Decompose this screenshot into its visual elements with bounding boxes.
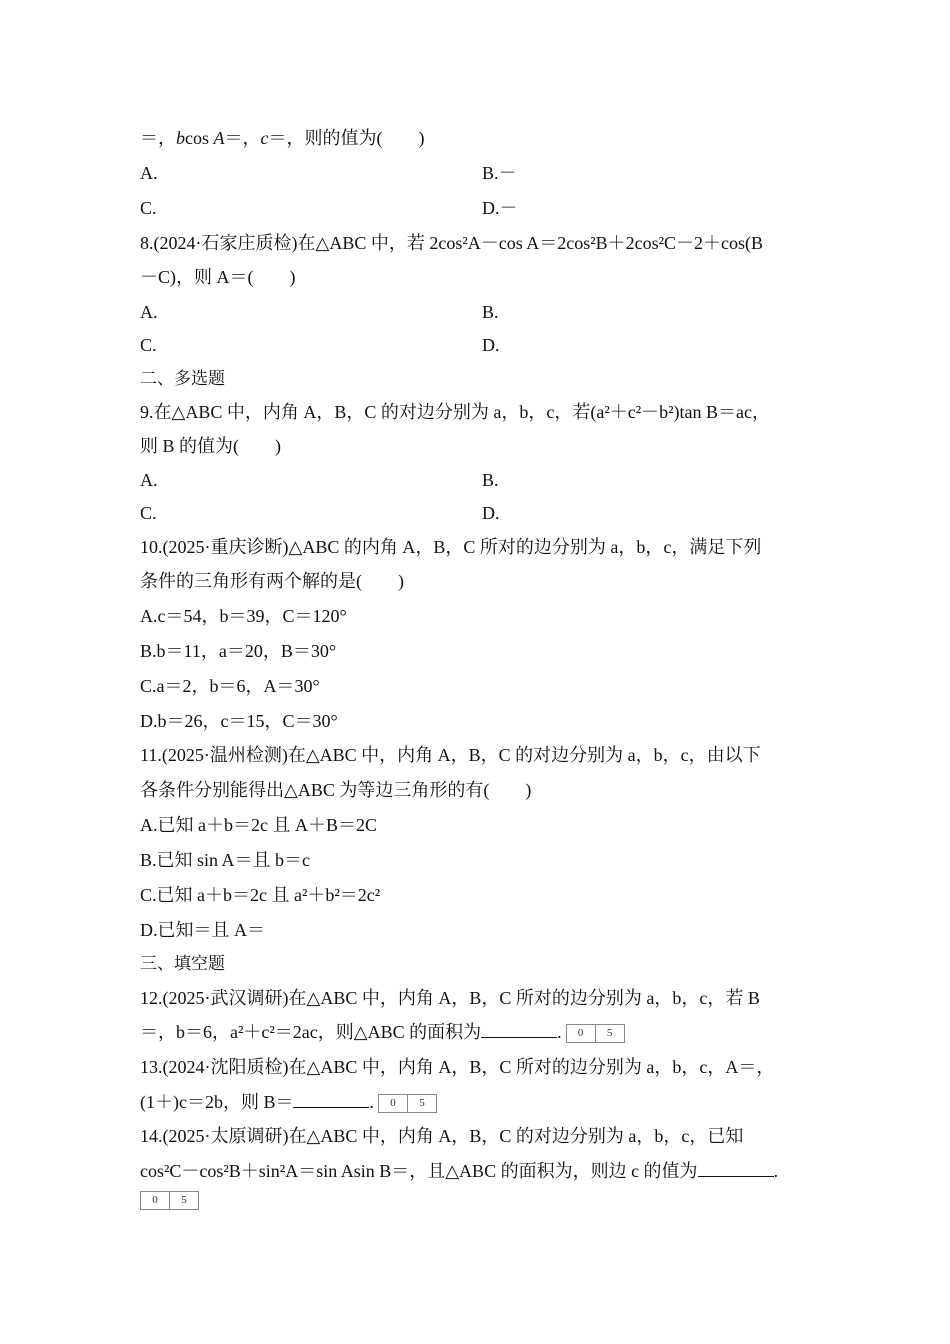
q12-answer-blank[interactable] <box>481 1019 557 1038</box>
q10-option-c: C.a＝2，b＝6，A＝30° <box>140 676 320 696</box>
q8-stem-line1: 8.(2024·石家庄质检)在△ABC 中，若 2cos²A－cos A＝2cos²B＋2cos²C－2＋cos(B <box>140 233 764 253</box>
q9-stem-line2: 则 B 的值为( ) <box>140 436 281 456</box>
q10-stem-line1: 10.(2025·重庆诊断)△ABC 的内角 A，B，C 所对的边分别为 a，b，c，满足下列 <box>140 537 762 557</box>
q11-stem-line2: 各条件分别能得出△ABC 为等边三角形的有( ) <box>140 780 532 800</box>
q13-stem-text: (1＋)c＝2b，则 B＝ <box>140 1092 294 1112</box>
q8-option-b: B. <box>482 302 499 322</box>
q10-option-a: A.c＝54，b＝39，C＝120° <box>140 606 347 626</box>
q12-score-box <box>566 1024 625 1043</box>
score-cell-5: 5 <box>407 1095 436 1112</box>
q14-period: . <box>773 1161 779 1181</box>
q8-option-a: A. <box>140 302 158 322</box>
q12-period: . <box>557 1022 562 1042</box>
score-cell-0: 0 <box>390 1097 396 1110</box>
q7-option-a: A. <box>140 163 158 183</box>
q9-option-c: C. <box>140 503 157 523</box>
section-heading-fill-in: 三、填空题 <box>140 954 225 974</box>
q9-option-d: D. <box>482 503 500 523</box>
q8-option-d: D. <box>482 335 500 355</box>
q11-option-c: C.已知 a＋b＝2c 且 a²＋b²＝2c² <box>140 885 381 905</box>
q8-stem-line2: －C)，则 A＝( ) <box>140 267 296 287</box>
q13-stem-line2 <box>140 1089 437 1114</box>
q7-option-b: B.－ <box>482 163 517 183</box>
section-heading-multiple-choice: 二、多选题 <box>140 369 225 389</box>
q7-stem-tail: ＝，bcos A＝，c＝，则的值为( ) <box>140 128 425 148</box>
q7-option-d: D.－ <box>482 198 518 218</box>
q11-option-a: A.已知 a＋b＝2c 且 A＋B＝2C <box>140 815 377 835</box>
q13-answer-blank[interactable] <box>293 1089 369 1108</box>
q14-stem-line1: 14.(2025·太原调研)在△ABC 中，内角 A，B，C 的对边分别为 a，b，c，已知 <box>140 1126 744 1146</box>
q8-option-c: C. <box>140 335 157 355</box>
q13-period: . <box>369 1092 374 1112</box>
q12-stem-line1: 12.(2025·武汉调研)在△ABC 中，内角 A，B，C 所对的边分别为 a，b，c，若 B <box>140 988 760 1008</box>
q9-option-a: A. <box>140 470 158 490</box>
q10-stem-line2: 条件的三角形有两个解的是( ) <box>140 571 404 591</box>
q11-option-b: B.已知 sin A＝且 b＝c <box>140 850 311 870</box>
q14-stem-line2 <box>140 1158 778 1183</box>
score-cell-0: 0 <box>152 1194 158 1206</box>
q13-score-box <box>378 1094 437 1113</box>
q11-option-d: D.已知＝且 A＝ <box>140 920 265 940</box>
q10-option-b: B.b＝11，a＝20，B＝30° <box>140 641 337 661</box>
q14-score-box <box>140 1191 199 1210</box>
q14-answer-blank[interactable] <box>698 1158 774 1177</box>
score-cell-5: 5 <box>595 1025 624 1042</box>
q11-stem-line1: 11.(2025·温州检测)在△ABC 中，内角 A，B，C 的对边分别为 a，b，c，由以下 <box>140 745 761 765</box>
q12-stem-text: ＝，b＝6，a²＋c²＝2ac，则△ABC 的面积为 <box>140 1022 482 1042</box>
q7-option-c: C. <box>140 198 157 218</box>
q9-option-b: B. <box>482 470 499 490</box>
q12-stem-line2 <box>140 1019 625 1044</box>
q9-stem-line1: 9.在△ABC 中，内角 A，B，C 的对边分别为 a，b，c，若(a²＋c²－b²)tan B＝ac， <box>140 402 770 422</box>
score-cell-5: 5 <box>169 1192 198 1209</box>
score-cell-0: 0 <box>577 1027 584 1040</box>
q13-stem-line1: 13.(2024·沈阳质检)在△ABC 中，内角 A，B，C 所对的边分别为 a，b，c，A＝， <box>140 1057 775 1077</box>
q10-option-d: D.b＝26，c＝15，C＝30° <box>140 711 338 731</box>
q14-stem-text: cos²C－cos²B＋sin²A＝sin Asin B＝，且△ABC 的面积为，则边 c 的值为 <box>140 1161 698 1181</box>
